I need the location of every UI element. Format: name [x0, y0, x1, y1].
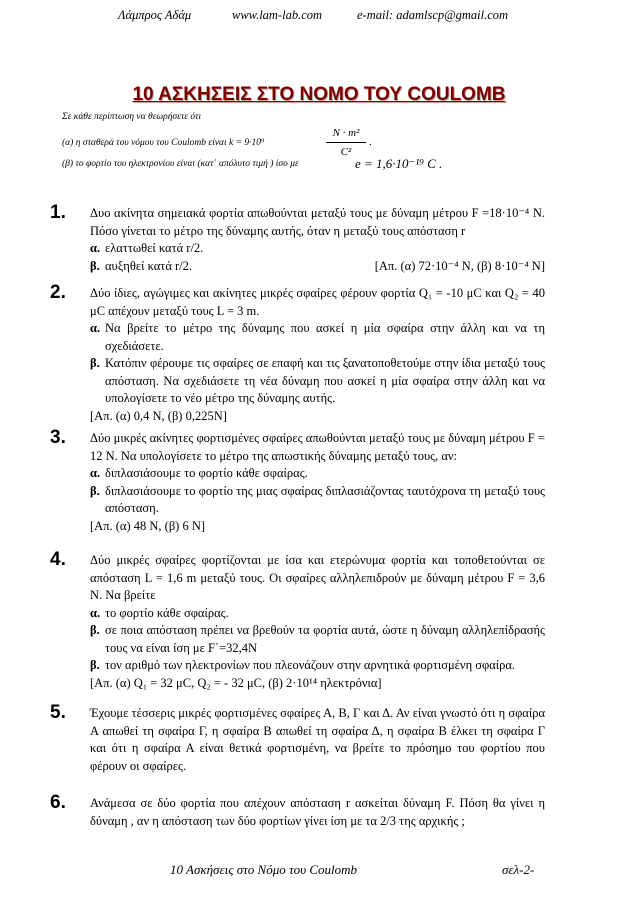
- subquestion-b: [90, 483, 545, 518]
- header-website[interactable]: www.lam-lab.com: [232, 8, 323, 22]
- subquestion-a: [90, 240, 545, 258]
- question-4: [50, 549, 545, 692]
- question-text: Δύο μικρές σφαίρες φορτίζονται με ίσα και ετερώνυμα φορτία και τοποθετούνται σε απόσταση L = 1,6 m μεταξύ τους. Οι σφαίρες αλληλεπιδρούν με δύναμη μέτρου F = 3,6 N. Να βρείτε: [90, 553, 545, 602]
- question-text: Δυο ακίνητα σημειακά φορτία απωθούνται μεταξύ τους με δύναμη μέτρου F =18·10⁻⁴ N. Πόσο γίνεται το μέτρο της δύναμης αυτής, όταν η μεταξύ τους απόσταση r: [90, 206, 545, 238]
- unit-fraction: [326, 126, 366, 159]
- question-number: 1.: [50, 202, 66, 223]
- question-number: 4.: [50, 549, 66, 570]
- subquestion-b: [90, 622, 545, 657]
- electron-charge-value: e = 1,6·10⁻¹⁹ C .: [355, 156, 443, 171]
- question-number: 6.: [50, 792, 66, 813]
- question-6: [50, 792, 545, 830]
- subquestion-a: [90, 605, 545, 623]
- question-2: [50, 282, 545, 425]
- sub-label: α.: [90, 241, 101, 255]
- answer: [Απ. (α) 0,4 N, (β) 0,225N]: [90, 408, 227, 423]
- sub-text: Κατόπιν φέρουμε τις σφαίρες σε επαφή και τις ξανατοποθετούμε στην ίδια μεταξύ τους απόσταση. Να σχεδιάσετε τη νέα δύναμη που ασκεί η μία σφαίρα στην άλλη και να υπολογίσετε το νέο μέτρο της δύναμης αυτής.: [105, 356, 545, 405]
- unit-denominator: C²: [340, 146, 352, 158]
- sub-label: α.: [90, 466, 101, 480]
- question-5: [50, 702, 545, 775]
- fraction-bar: [326, 142, 366, 143]
- subquestion-c: [90, 657, 545, 675]
- question-text: Δύο μικρές ακίνητες φορτισμένες σφαίρες απωθούνται μεταξύ τους με δύναμη μέτρου F = 12 N. Να υπολογίσετε το μέτρο της απωστικής δύναμης μεταξύ τους, αν:: [90, 431, 545, 463]
- unit-numerator: N · m²: [332, 127, 360, 139]
- question-text: Δύο ίδιες, αγώγιμες και ακίνητες μικρές σφαίρες φέρουν φορτία Q₁ = -10 μC και Q₂ = 40 μC απέχουν μεταξύ τους L = 3 m.: [90, 286, 545, 318]
- answer: [Απ. (α) 72·10⁻⁴ N, (β) 8·10⁻⁴ N]: [374, 258, 545, 273]
- footer-title: 10 Ασκήσεις στο Νόμο του Coulomb: [170, 862, 358, 877]
- intro-line: Σε κάθε περίπτωση να θεωρήσετε ότι: [62, 112, 202, 122]
- page-title: 10 ΑΣΚΗΣΕΙΣ ΣΤΟ ΝΟΜΟ ΤΟΥ COULOMB: [132, 84, 506, 105]
- question-3: [50, 427, 545, 535]
- question-number: 5.: [50, 702, 66, 723]
- subquestion-b: [90, 258, 545, 276]
- sub-label: β.: [90, 258, 100, 273]
- intro-period: .: [369, 136, 372, 148]
- subquestion-a: [90, 320, 545, 355]
- sub-label: β.: [90, 483, 100, 498]
- subquestion-a: [90, 465, 545, 483]
- sub-label: β.: [90, 356, 100, 370]
- sub-text: τον αριθμό των ηλεκτρονίων που πλεονάζουν στην αρνητικά φορτισμένη σφαίρα.: [105, 658, 516, 672]
- page-number: σελ-2-: [502, 862, 535, 877]
- subquestion-b: [90, 355, 545, 408]
- question-text: Έχουμε τέσσερις μικρές φορτισμένες σφαίρες Α, Β, Γ και Δ. Αν είναι γνωστό ότι η σφαίρα Α απωθεί τη σφαίρα Γ, η σφαίρα Β απωθεί τη σφαίρα Δ, η σφαίρα Β έλκει τη σφαίρα Γ και ότι η σφαίρα Α είναι θετικά φορτισμένη, να βρείτε το πρόσημο του φορτίου που φέρουν οι σφαίρες.: [90, 706, 545, 773]
- header-email[interactable]: e-mail: adamlscp@gmail.com: [357, 8, 509, 22]
- sub-text: διπλασιάσουμε το φορτίο κάθε σφαίρας.: [105, 466, 308, 480]
- question-number: 2.: [50, 282, 66, 303]
- sub-label: β.: [90, 658, 100, 672]
- sub-text: σε ποια απόσταση πρέπει να βρεθούν τα φορτία αυτά, ώστε η δύναμη αλληλεπίδρασής τους να είναι ίση με F΄=32,4N: [105, 623, 545, 655]
- intro-electron-charge: (β) το φορτίο του ηλεκτρονίου είναι (κατ΄ απόλυτο τιμή ) ίσο με: [62, 159, 299, 169]
- intro-constant-k: (α) η σταθερά του νόμου του Coulomb είναι k = 9·10⁹: [62, 138, 265, 148]
- sub-text: ελαττωθεί κατά r/2.: [105, 241, 204, 255]
- sub-text: Να βρείτε το μέτρο της δύναμης που ασκεί η μία σφαίρα στην άλλη και να τη σχεδιάσετε.: [105, 321, 545, 353]
- header-author: Λάμπρος Αδάμ: [118, 8, 192, 22]
- sub-label: α.: [90, 605, 101, 620]
- answer: [Απ. (α) 48 N, (β) 6 N]: [90, 518, 206, 533]
- question-1: [50, 202, 545, 275]
- sub-text: διπλασιάσουμε το φορτίο της μιας σφαίρας διπλασιάζοντας ταυτόχρονα τη μεταξύ τους απόσταση.: [105, 483, 545, 515]
- question-text: Ανάμεσα σε δύο φορτία που απέχουν απόσταση r ασκείται δύναμη F. Πόση θα γίνει η δύναμη , αν η απόσταση των δύο φορτίων γίνει ίση με τα 2/3 της αρχικής ;: [90, 796, 545, 828]
- sub-text: αυξηθεί κατά r/2.: [105, 258, 193, 273]
- sub-label: β.: [90, 623, 100, 637]
- answer: [Απ. (α) Q₁ = 32 μC, Q₂ = - 32 μC, (β) 2·10¹⁴ ηλεκτρόνια]: [90, 675, 382, 690]
- sub-label: α.: [90, 321, 101, 335]
- question-number: 3.: [50, 427, 66, 448]
- sub-text: το φορτίο κάθε σφαίρας.: [105, 605, 229, 620]
